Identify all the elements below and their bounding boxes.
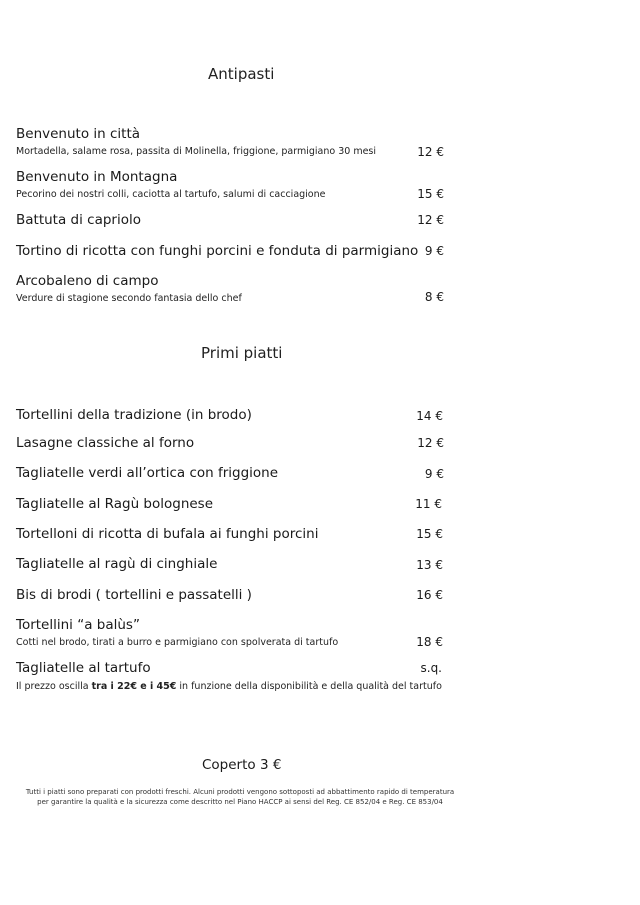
dish-price: 12 €	[417, 436, 444, 450]
dish-name: Tortellini della tradizione (in brodo)	[16, 407, 252, 423]
section-title-antipasti: Antipasti	[208, 65, 275, 83]
dish-name: Benvenuto in Montagna	[16, 169, 178, 185]
footer-line: Tutti i piatti sono preparati con prodotti freschi. Alcuni prodotti vengono sottoposti ad abbattimento rapido di temperatura	[25, 788, 455, 796]
truffle-note-text: Il prezzo oscilla	[16, 681, 92, 692]
section-title-primi: Primi piatti	[201, 344, 283, 362]
dish-price: 18 €	[416, 635, 443, 649]
dish-name: Tortellini “a balùs”	[16, 617, 140, 633]
dish-name: Bis di brodi ( tortellini e passatelli )	[16, 587, 252, 603]
dish-description: Pecorino dei nostri colli, caciotta al tartufo, salumi di cacciagione	[16, 189, 326, 200]
dish-price: 13 €	[416, 558, 443, 572]
dish-description: Cotti nel brodo, tirati a burro e parmigiano con spolverata di tartufo	[16, 637, 339, 648]
dish-price: 12 €	[417, 145, 444, 159]
dish-price: 11 €	[415, 497, 442, 511]
truffle-note-text: in funzione della disponibilità e della qualità del tartufo	[176, 681, 442, 692]
dish-name: Tortino di ricotta con funghi porcini e fonduta di parmigiano	[16, 243, 419, 259]
truffle-price-note	[16, 681, 442, 692]
footer-line: per garantire la qualità e la sicurezza come descritto nel Piano HACCP ai sensi del Reg. CE 852/04 e Reg. CE 853/04	[37, 797, 443, 806]
dish-price: s.q.	[420, 661, 442, 675]
dish-price: 9 €	[424, 467, 444, 481]
dish-name: Battuta di capriolo	[16, 212, 141, 228]
dish-name: Benvenuto in città	[16, 126, 141, 142]
dish-name: Tortelloni di ricotta di bufala ai funghi porcini	[16, 526, 319, 542]
dish-name: Arcobaleno di campo	[16, 273, 159, 289]
dish-price: 9 €	[424, 244, 444, 258]
dish-name: Tagliatelle verdi all’ortica con friggione	[16, 465, 279, 481]
dish-price: 15 €	[417, 187, 444, 201]
dish-price: 12 €	[417, 213, 444, 227]
dish-name: Tagliatelle al Ragù bolognese	[16, 496, 214, 512]
dish-price: 16 €	[416, 588, 443, 602]
dish-description: Verdure di stagione secondo fantasia dello chef	[16, 293, 242, 304]
truffle-note-range: tra i 22€ e i 45€	[91, 681, 177, 692]
dish-name: Lasagne classiche al forno	[16, 435, 195, 451]
dish-price: 15 €	[416, 527, 443, 541]
dish-price: 8 €	[424, 290, 444, 304]
dish-price: 14 €	[416, 409, 443, 423]
dish-name: Tagliatelle al ragù di cinghiale	[16, 556, 218, 572]
dish-description: Mortadella, salame rosa, passita di Molinella, friggione, parmigiano 30 mesi	[16, 146, 377, 157]
dish-name: Tagliatelle al tartufo	[16, 660, 151, 676]
footer-note	[0, 788, 480, 807]
coperto: Coperto 3 €	[202, 757, 282, 773]
